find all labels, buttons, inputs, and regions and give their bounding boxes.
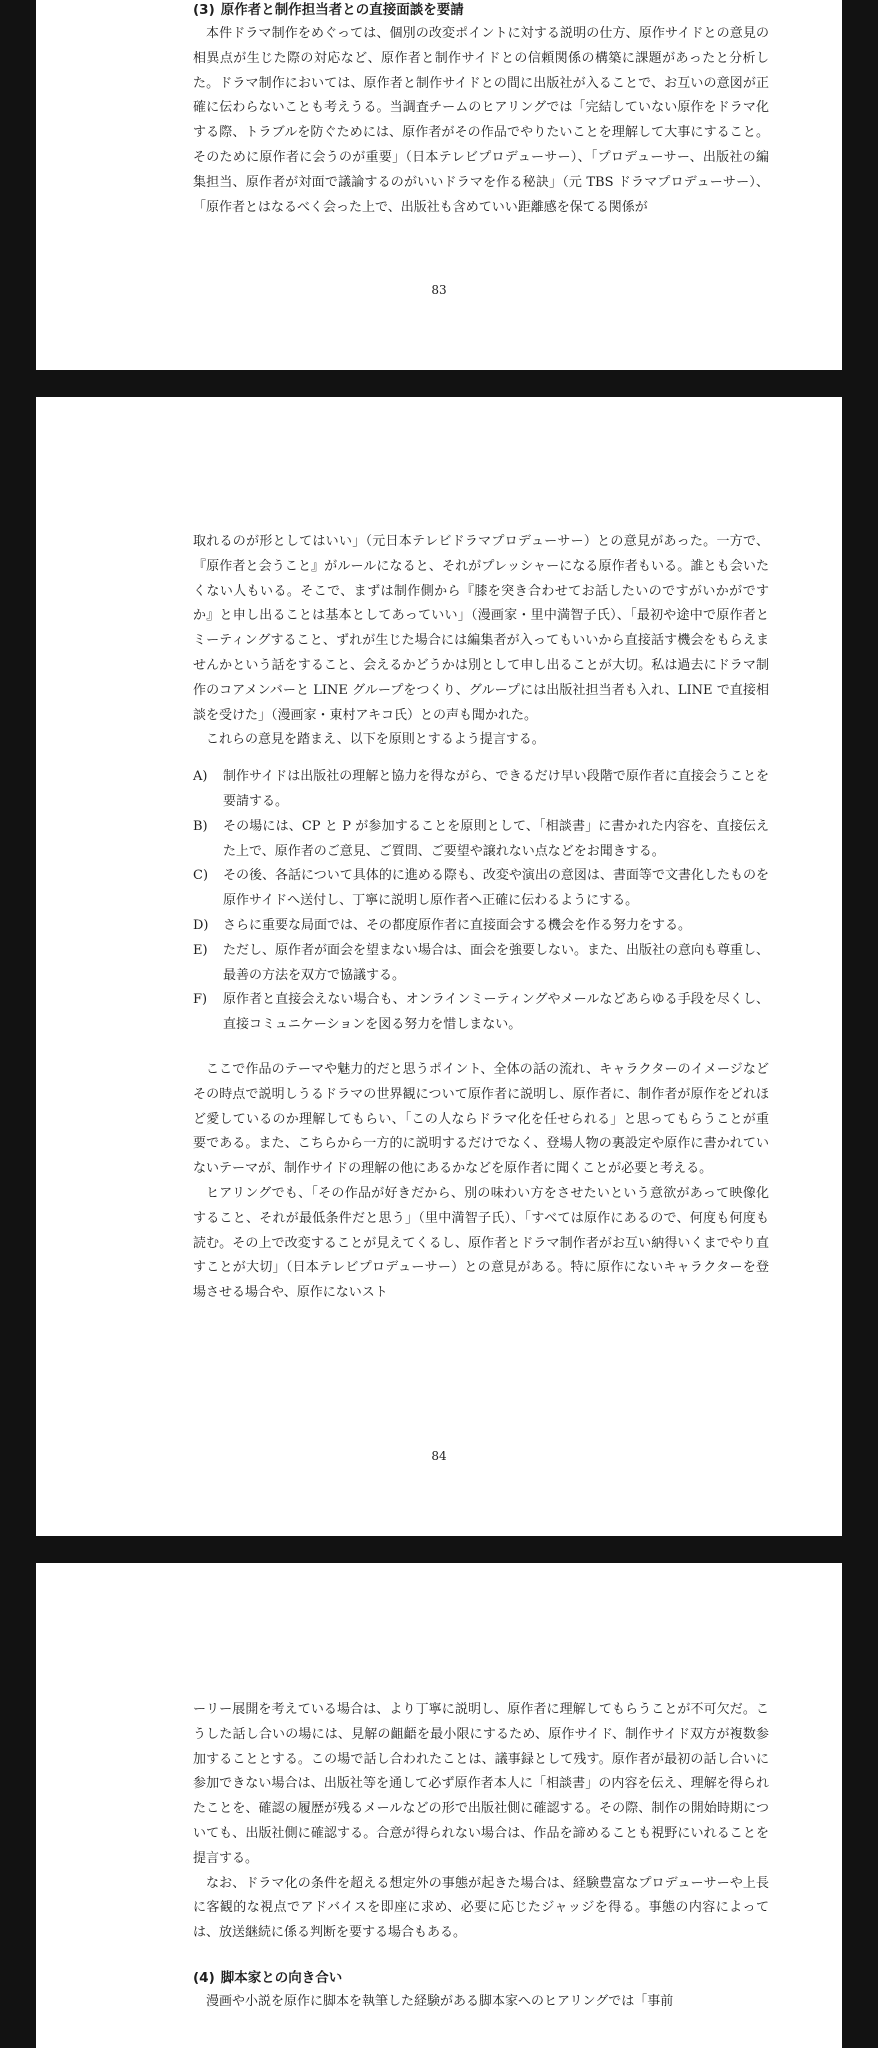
section-number: (4) bbox=[193, 1969, 215, 1986]
list-text: その後、各話について具体的に進める際も、改変や演出の意図は、書面等で文書化したものを原作サイドへ送付し、丁寧に説明し原作者へ正確に伝わるようにする。 bbox=[223, 868, 769, 909]
paragraph: 取れるのが形としてはいい」（元日本テレビドラマプロデューサー）との意見があった。一方で、『原作者と会うこと』がルールになると、それがプレッシャーになる原作者もいる。誰とも会いたくない人もいる。そこで、まずは制作側から『膝を突き合わせてお話したいのですがいかがですか』と申し出ることは基本としてあっていい」（漫画家・里中満智子氏）、「最初や途中で原作者とミーティングすること、ずれが生じた場合には編集者が入ってもいいから直接話す機会をもらえませんかという話をすること、会えるかどうかは別として申し出ることが大切。私は過去にドラマ制作のコアメンバーと LINE グループをつくり、グループには出版社担当者も入れ、LINE で直接相談を受けた」（漫画家・東村アキコ氏）との声も聞かれた。 bbox=[193, 534, 769, 723]
paragraph: ここで作品のテーマや魅力的だと思うポイント、全体の話の流れ、キャラクターのイメージなどその時点で説明しうるドラマの世界観について原作者に説明し、原作者に、制作者が原作をどれほど愛しているのか理解してもらい、「この人ならドラマ化を任せられる」と思ってもらうことが重要である。また、こちらから一方的に説明するだけでなく、登場人物の裏設定や原作に書かれていないテーマが、制作サイドの理解の他にあるかなどを原作者に聞くことが必要と考える。 bbox=[193, 1061, 769, 1177]
list-text: ただし、原作者が面会を望まない場合は、面会を強要しない。また、出版社の意向も尊重し、最善の方法を双方で協議する。 bbox=[223, 942, 770, 983]
page-84-content bbox=[193, 530, 769, 1306]
list-label: C) bbox=[193, 868, 209, 884]
paragraph: 漫画や小説を原作に脚本を執筆した経験がある脚本家へのヒアリングでは「事前 bbox=[206, 1993, 674, 2009]
document-page-85 bbox=[36, 1563, 842, 2048]
paragraph: なお、ドラマ化の条件を超える想定外の事態が起きた場合は、経験豊富なプロデューサーや上長に客観的な視点でアドバイスを即座に求め、必要に応じたジャッジを得る。事態の内容によっては、放送継続に係る判断を要する場合もある。 bbox=[193, 1875, 769, 1941]
page-83-content bbox=[193, 0, 769, 220]
document-page-83 bbox=[36, 0, 842, 370]
recommendation-list bbox=[193, 765, 769, 1038]
paragraph: 本件ドラマ制作をめぐっては、個別の改変ポイントに対する説明の仕方、原作サイドとの意見の相異点が生じた際の対応など、原作者と制作サイドとの信頼関係の構築に課題があったと分析した。ドラマ制作においては、原作者と制作サイドとの間に出版社が入ることで、お互いの意図が正確に伝わらないことも考えうる。当調査チームのヒアリングでは「完結していない原作をドラマ化する際、トラブルを防ぐためには、原作者がその作品でやりたいことを理解して大事にすること。そのために原作者に会うのが重要」（日本テレビプロデューサー）、「プロデューサー、出版社の編集担当、原作者が対面で議論するのがいいドラマを作る秘訣」（元 TBS ドラマプロデューサー）、「原作者とはなるべく会った上で、出版社も含めていい距離感を保てる関係が bbox=[193, 26, 769, 215]
section-heading-4 bbox=[193, 1966, 769, 1990]
list-item bbox=[193, 988, 769, 1038]
list-text: 原作者と直接会えない場合も、オンラインミーティングやメールなどあらゆる手段を尽くし、直接コミュニケーションを図る努力を惜しまない。 bbox=[223, 992, 769, 1033]
list-text: 制作サイドは出版社の理解と協力を得ながら、できるだけ早い段階で原作者に直接会うことを要請する。 bbox=[223, 769, 769, 809]
page-number: 84 bbox=[431, 1449, 447, 1463]
list-item bbox=[193, 939, 769, 989]
document-page-84 bbox=[36, 397, 842, 1536]
section-heading-3 bbox=[193, 0, 769, 22]
list-item bbox=[193, 815, 769, 865]
section-title: 原作者と制作担当者との直接面談を要請 bbox=[220, 2, 464, 18]
list-label: D) bbox=[193, 917, 209, 933]
list-item bbox=[193, 765, 769, 815]
page-number: 83 bbox=[431, 283, 447, 297]
paragraph: これらの意見を踏まえ、以下を原則とするよう提言する。 bbox=[206, 732, 545, 748]
page-85-content bbox=[193, 1698, 769, 2015]
list-label: A) bbox=[193, 769, 208, 785]
list-label: E) bbox=[193, 942, 208, 958]
section-number: (3) bbox=[193, 2, 215, 18]
list-label: F) bbox=[193, 992, 208, 1008]
paragraph: ーリー展開を考えている場合は、より丁寧に説明し、原作者に理解してもらうことが不可欠だ。こうした話し合いの場には、見解の齟齬を最小限にするため、原作サイド、制作サイド双方が複数参加することとする。この場で話し合われたことは、議事録として残す。原作者が最初の話し合いに参加できない場合は、出版社等を通して必ず原作者本人に「相談書」の内容を伝え、理解を得られたことを、確認の履歴が残るメールなどの形で出版社側に確認する。その際、制作の開始時期についても、出版社側に確認する。合意が得られない場合は、作品を諦めることも視野にいれることを提言する。 bbox=[193, 1702, 769, 1866]
list-text: さらに重要な局面では、その都度原作者に直接面会する機会を作る努力をする。 bbox=[223, 917, 692, 933]
list-item bbox=[193, 914, 769, 939]
list-item bbox=[193, 864, 769, 914]
list-text: その場には、CP と P が参加することを原則として、「相談書」に書かれた内容を、直接伝えた上で、原作者のご意見、ご質問、ご要望や譲れない点などをお聞きする。 bbox=[223, 818, 769, 859]
paragraph: ヒアリングでも、「その作品が好きだから、別の味わい方をさせたいという意欲があって映像化すること、それが最低条件だと思う」（里中満智子氏）、「すべては原作にあるので、何度も何度も読む。その上で改変することが見えてくるし、原作者とドラマ制作者がお互い納得いくまでやり直すことが大切」（日本テレビプロデューサー）との意見がある。特に原作にないキャラクターを登場させる場合や、原作にないスト bbox=[193, 1185, 769, 1301]
section-title: 脚本家との向き合い bbox=[220, 1969, 343, 1986]
list-label: B) bbox=[193, 818, 208, 834]
